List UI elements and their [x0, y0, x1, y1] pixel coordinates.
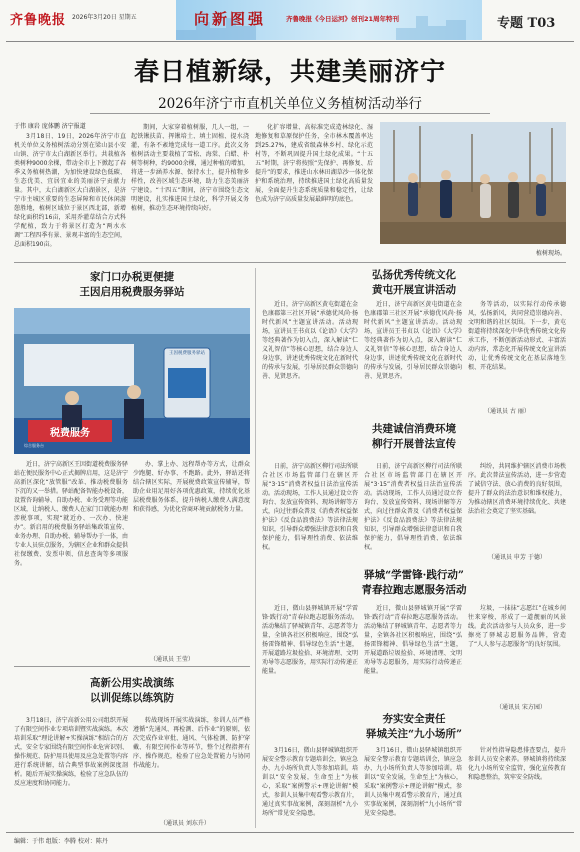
page-header: [0, 0, 580, 44]
story6-body-col2: 3月16日，微山县驿城镇组织开展安全警示教育专题培训会，镇应急办、九小场所负责人等参加培训。培训以“安全发展，生命至上”为核心，采取“案例警示+理论讲解”模式，参训人员集中观看警示教育片，通过真实事故案例，深刻剖析“九小场所”常见安全隐患。: [364, 747, 462, 817]
story3-body-col3: 务等活动，以实际行动传承德风，弘扬新风，共同营造崇德向善、文明和谐的社区氛围。下一步，黄屯街道将持续深化中华优秀传统文化传承工作，不断创新活动形式、丰富活动内容，常态化开展传统文化宣讲活动，让优秀传统文化在基层落地生根、开花结果。: [468, 301, 566, 371]
story1-body-col1: 近日，济宁高新区王因街道税费服务驿站在便民服务中心正式揭牌启用，这是济宁高新区深化“放管服”改革、推动税费服务下沉的又一举措。驿站配备智能办税设备，设置咨询辅导、自助办税、业务受理等功能区域，让纳税人、缴费人在家门口就能办理涉税事项，实现“就近办、一次办、快速办”。新启用的税费服务驿站集政策宣传、业务办理、自助办税、辅导帮办于一体，由专业人员驻点服务，为辖区企业和群众提供社保缴费、发票申领、信息查询等多项服务。: [14, 461, 128, 567]
story2-body-col1: 3月18日，济宁高新公用公司组织开展了有限空间作业专项培训暨实战演练。本次培训采取“理论讲解+实操演练”相结合的方式，安全专家围绕有限空间作业危害识别、操作规范、防护用具使用及应急处置等内容进行系统讲解，结合典型事故案例深度剖析。随后开展实操演练，检验了应急队伍的反应速度和协同能力。: [14, 717, 128, 787]
story4-body-col1: 日前，济宁高新区柳行司法所联合社区市场监管部门在辖区开展“3·15”消费者权益日法治宣传活动。活动现场，工作人员通过设立咨询台、发放宣传资料、现场讲解等方式，向过往群众普及《消费者权益保护法》《反食品浪费法》等法律法规知识，引导群众增强法律意识和自我保护能力，倡导理性消费、依法维权。: [262, 463, 358, 551]
section-label: 专题 T03: [497, 16, 556, 31]
column-divider: [255, 268, 256, 828]
footer-credits: 编辑：于伟 组版：李腾 校对：陈丹: [14, 838, 108, 845]
story2-credit: （通讯员 刘东升）: [160, 820, 210, 827]
story4-body-col3: 纠纷，共同维护辖区消费市场秩序。此次普法宣传活动，进一步营造了诚信守法、放心消费的良好氛围，提升了群众的法治意识和维权能力，为推动辖区消费环境持续优化、共建法治社会奠定了坚实基础。: [468, 463, 566, 515]
story2-body-col2: 转战现场开展实战演练，参训人员严格遵循“先通风、再检测、后作业”的原则，依次完成作业审批、通风、气体检测、防护穿戴、有限空间作业等环节，整个过程指挥有序、操作规范，检验了应急处置能力与协同作战能力。: [133, 717, 250, 769]
photo-caption: 植树现场。: [536, 250, 567, 257]
main-body-col1: 3月18日、19日，2026年济宁市直机关单位义务植树活动分别在梁山县小安山镇、济宁市太白湖新区举行。共栽植各类树种9000余棵，带动全市上下掀起了春季义务植树热潮，为加快建设绿色低碳、生态优美、宜居宜业的美丽济宁贡献力量。其中，太白湖新区大白湖景区，是济宁市主城区重要的生态屏障和市民休闲游憩胜地，植树区域位于景区西北部，新增绿化面积约16亩，采用乔灌草结合方式科学配植，致力于将景区打造为“两水水调”工程四季有景、景观丰富的生态空间，总面积190亩。: [14, 133, 126, 248]
story5-body-col3: 垃圾，一抹抹“志愿红”在城乡间往来穿梭，形成了一道靓丽的风景线。此次活动参与人员众多，进一步擦亮了驿城志愿服务品牌，营造了“人人参与志愿服务”的良好氛围。: [468, 605, 566, 648]
banner-title: 向新图强: [194, 10, 267, 28]
section-rule: [14, 262, 566, 263]
header-rule: [6, 41, 574, 42]
photo-sign: 税费服务: [50, 428, 90, 439]
story1-credit: （通讯员 王莹）: [150, 656, 194, 663]
main-subheadline: 2026年济宁市直机关单位义务植树活动举行: [158, 96, 422, 112]
story5-body-col1: 近日，微山县驿城镇开展“学雷锋·践行动”青春拉跑志愿服务活动。活动集结了驿城镇青年、志愿者等力量，全镇各社区积极响应，围绕“弘扬雷锋精神、倡导绿色生活”主题，开展道路垃圾捡拾、环境清理、文明劝导等志愿服务，用实际行动传递正能量。: [262, 605, 358, 675]
header-banner: [176, 0, 482, 40]
footer-rule: [6, 832, 574, 833]
story6-body-col1: 3月16日，微山县驿城镇组织开展安全警示教育专题培训会，镇应急办、九小场所负责人等参加培训。培训以“安全发展，生命至上”为核心，采取“案例警示+理论讲解”模式，参训人员集中观看警示教育片，通过真实事故案例，深刻剖析“九小场所”常见安全隐患。: [262, 747, 358, 817]
story1-body-col2: 办、掌上办、远程帮办等方式，让群众少跑腿、好办事、不跑路。此外，驿站还将结合辖区实际，开展税费政策宣传辅导，帮助企业用足用好各项优惠政策，持续优化基层税费服务体系，提升纳税人缴费人满意度和获得感，为优化营商环境贡献税务力量。: [133, 461, 250, 513]
story6-headline: 夯实安全责任 驿城关注“九小场所”: [365, 713, 463, 740]
main-body-col3: 化扩容增量、高标准完成造林绿化、湿地修复和草原保护任务，全市林木覆盖率达到25.27%，建成省级森林乡村、绿化示范村等，不断巩固提升国土绿化成果。“十五五”时期，济宁将按照“先保护、再修复、后提升”的要求，推进山水林田湖草沙一体化保护和系统治理，持续推进国土绿化高质量发展，全面提升生态系统质量和稳定性，让绿色成为济宁高质量发展最鲜明的底色。: [255, 124, 373, 203]
story2-headline: 高新公用实战演练 以训促练以练筑防: [90, 677, 174, 704]
story3-body-col1: 近日，济宁高新区黄屯街道在金色康郡第三社区开展“承德优风尚·扬时代新风”主题宣讲活动。活动现场，宣讲员王书贞以《论语》《大学》等经典著作为切入点，深入解读“仁义礼智信”等核心思想，结合身边人身边事，讲述优秀传统文化在新时代的传承与发展，引导居民群众崇德向善、见贤思齐。: [262, 301, 358, 380]
story6-body-col3: 针对性指导隐患排查要点，提升参训人员安全素养。驿城镇将持续深化九小场所安全监管，强化宣传教育和隐患整治，筑牢安全防线。: [468, 747, 566, 781]
story4-headline: 共建诚信消费环境 柳行开展普法宣传: [372, 423, 456, 450]
story1-headline: 家门口办税更便捷 王因启用税费服务驿站: [79, 271, 185, 298]
tree-planting-photo: [380, 122, 566, 244]
issue-date: 2026年3月20日 星期五: [72, 14, 137, 21]
story5-body-col2: 近日，微山县驿城镇开展“学雷锋·践行动”青春拉跑志愿服务活动。活动集结了驿城镇青年、志愿者等力量，全镇各社区积极响应，围绕“弘扬雷锋精神、倡导绿色生活”主题，开展道路垃圾捡拾、环境清理、文明劝导等志愿服务，用实际行动传递正能量。: [364, 605, 462, 675]
story3-body-col2: 近日，济宁高新区黄屯街道在金色康郡第三社区开展“承德优风尚·扬时代新风”主题宣讲活动。活动现场，宣讲员王书贞以《论语》《大学》等经典著作为切入点，深入解读“仁义礼智信”等核心思想，结合身边人身边事，讲述优秀传统文化在新时代的传承与发展，引导居民群众崇德向善、见贤思齐。: [364, 301, 462, 380]
story5-headline: 驿城“学雷锋·践行动” 青春拉跑志愿服务活动: [361, 569, 467, 596]
newspaper-logo: 齐鲁晚报: [10, 13, 67, 28]
banner-subtitle: 齐鲁晚报《今日运河》创刊21周年特刊: [286, 15, 400, 23]
story5-credit: （通讯员 宋方园）: [496, 704, 546, 711]
photo-station-label: 综合服务台: [24, 443, 44, 448]
left-rule: [14, 666, 250, 667]
tree-planting-scene-icon: [380, 122, 566, 244]
tax-service-photo: [14, 308, 250, 454]
story3-headline: 弘扬优秀传统文化 黄屯开展宣讲活动: [372, 269, 456, 296]
byline: 于伟 康岩 庞体鹏 济宁报道: [14, 123, 86, 130]
story4-body-col2: 日前，济宁高新区柳行司法所联合社区市场监管部门在辖区开展“3·15”消费者权益日法治宣传活动。活动现场，工作人员通过设立咨询台、发放宣传资料、现场讲解等方式，向过往群众普及《消费者权益保护法》《反食品浪费法》等法律法规知识，引导群众增强法律意识和自我保护能力，倡导理性消费、依法维权。: [364, 463, 462, 551]
story3-credit: （通讯员 古 丽）: [484, 408, 530, 415]
main-body-col2: 期间，大家穿着植树服，几人一组，一起铁锹扶苗、挥锹培土、填土固植、提水浇灌，有条不紊地完成每一道工序。此次义务植树活动主要栽植了雪松、海棠、白蜡、朴树等树种，约9000余棵，通过种植的增加，将进一步涵养水源、保持水土，提升植物多样性，改善区域生态环境，助力生态美丽济宁建设。“十四五”期间，济宁市围绕生态文明建设，扎实推进国土绿化，科学开展义务植树，推动生态环境持续向好。: [131, 124, 249, 212]
story4-credit: （通讯员 申芳 于德）: [488, 554, 546, 561]
photo-kiosk-label: 王因税费服务驿站: [169, 351, 205, 356]
subtitle-rule: [90, 113, 490, 114]
main-headline: 春日植新绿，共建美丽济宁: [133, 57, 446, 86]
